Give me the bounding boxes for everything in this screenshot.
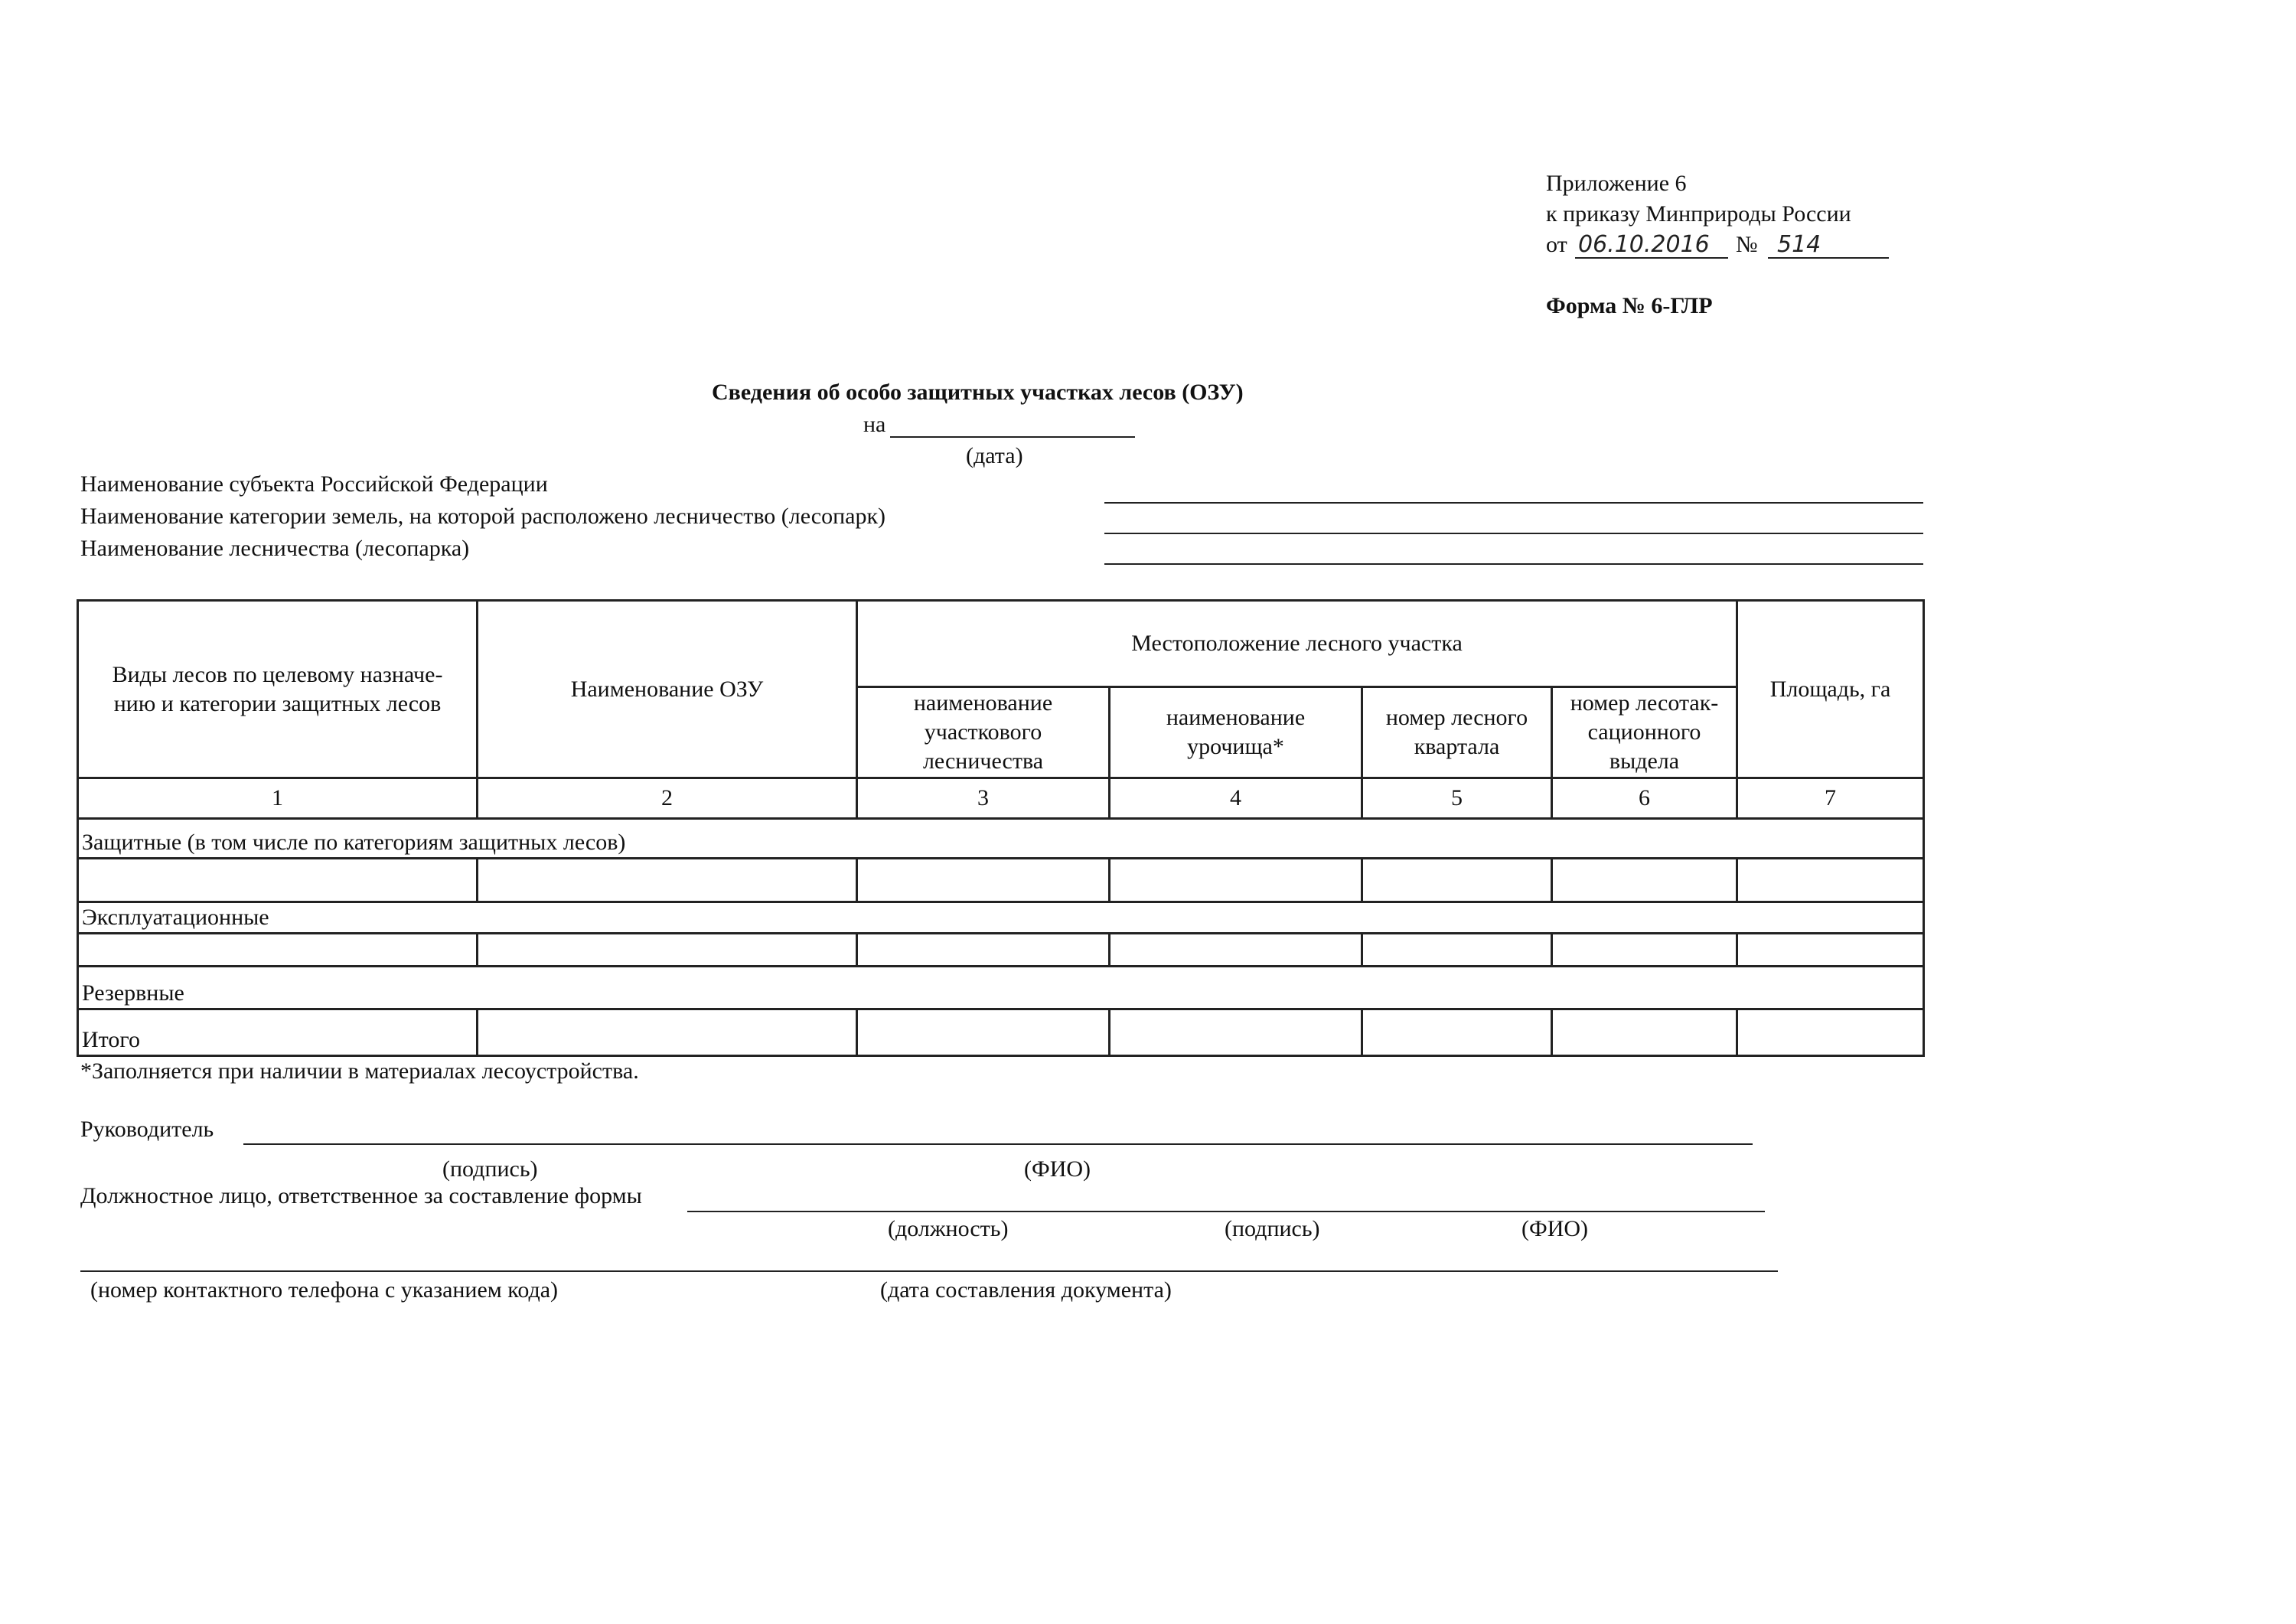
official-position-caption: (должность) — [888, 1216, 1009, 1241]
row-reserve: Резервные — [78, 966, 1924, 1009]
row-exploitation: Эксплуатационные — [78, 902, 1924, 933]
report-date-line — [890, 436, 1135, 438]
table-cell[interactable] — [78, 934, 478, 966]
col-header-forest-types: Виды лесов по целевому назначе- нию и категории защитных лесов — [78, 601, 478, 778]
official-label: Должностное лицо, ответственное за составление формы — [80, 1183, 642, 1208]
table-cell[interactable] — [78, 859, 478, 902]
column-number: 4 — [1110, 778, 1362, 819]
date-caption: (дата) — [966, 443, 1023, 468]
table-cell[interactable] — [1737, 859, 1924, 902]
table-cell[interactable] — [1110, 1009, 1362, 1056]
official-name-caption: (ФИО) — [1521, 1216, 1589, 1241]
table-cell[interactable] — [857, 1009, 1110, 1056]
order-prefix: от — [1546, 232, 1567, 257]
head-signature-line[interactable] — [243, 1143, 1753, 1145]
order-number-label: № — [1736, 232, 1758, 257]
column-number: 5 — [1362, 778, 1552, 819]
row-total-label: Итого — [78, 1009, 478, 1056]
field-forestry-label: Наименование лесничества (лесопарка) — [80, 536, 470, 561]
table-cell[interactable] — [1362, 859, 1552, 902]
table-cell[interactable] — [1552, 934, 1737, 966]
column-number: 2 — [478, 778, 857, 819]
table-row — [78, 859, 1924, 902]
table-cell[interactable] — [1110, 934, 1362, 966]
phone-date-line[interactable] — [80, 1270, 1778, 1272]
table-cell[interactable] — [478, 859, 857, 902]
field-subject-line[interactable] — [1104, 502, 1923, 504]
column-number: 6 — [1552, 778, 1737, 819]
table-row-total — [78, 1009, 1924, 1056]
table-cell[interactable] — [857, 859, 1110, 902]
ozu-table — [77, 599, 1925, 1057]
table-cell[interactable] — [1552, 859, 1737, 902]
table-cell[interactable] — [1737, 1009, 1924, 1056]
table-cell[interactable] — [857, 934, 1110, 966]
table-cell[interactable] — [1737, 934, 1924, 966]
col-header-subcompartment: номер лесотак- сационного выдела — [1552, 687, 1737, 778]
official-sign-caption: (подпись) — [1225, 1216, 1320, 1241]
order-date: 06.10.2016 — [1578, 231, 1710, 258]
table-row — [78, 934, 1924, 966]
table-cell[interactable] — [1362, 934, 1552, 966]
col-header-location-group: Местоположение лесного участка — [857, 601, 1737, 687]
row-protective: Защитные (в том числе по категориям защитных лесов) — [78, 818, 1924, 859]
table-cell[interactable] — [478, 934, 857, 966]
field-forestry-line[interactable] — [1104, 563, 1923, 565]
col-header-ozu-name: Наименование ОЗУ — [478, 601, 857, 778]
table-cell[interactable] — [478, 1009, 857, 1056]
official-signature-line[interactable] — [687, 1211, 1765, 1212]
column-number: 1 — [78, 778, 478, 819]
order-number: 514 — [1777, 231, 1821, 258]
doc-date-caption: (дата составления документа) — [880, 1277, 1172, 1303]
col-header-area: Площадь, га — [1737, 601, 1924, 778]
field-subject-label: Наименование субъекта Российской Федерации — [80, 471, 548, 497]
form-number: Форма № 6-ГЛР — [1546, 293, 1713, 318]
table-cell[interactable] — [1362, 1009, 1552, 1056]
head-label: Руководитель — [80, 1117, 214, 1142]
column-number: 3 — [857, 778, 1110, 819]
column-number-row — [78, 778, 1924, 819]
col-header-district-forestry: наименование участкового лесничества — [857, 687, 1110, 778]
appendix-order-ref: к приказу Минприроды России — [1546, 201, 1851, 227]
field-land-category-line[interactable] — [1104, 533, 1923, 534]
phone-caption: (номер контактного телефона с указанием кода) — [90, 1277, 559, 1303]
document-title: Сведения об особо защитных участках лесов (ОЗУ) — [712, 380, 1244, 405]
appendix-title: Приложение 6 — [1546, 171, 1687, 196]
head-name-caption: (ФИО) — [1024, 1156, 1091, 1182]
head-sign-caption: (подпись) — [442, 1156, 538, 1182]
col-header-tract-name: наименование урочища* — [1110, 687, 1362, 778]
col-header-block-number: номер лесного квартала — [1362, 687, 1552, 778]
table-cell[interactable] — [1110, 859, 1362, 902]
date-prefix: на — [863, 412, 886, 437]
field-land-category-label: Наименование категории земель, на которой расположено лесничество (лесопарк) — [80, 504, 886, 529]
footnote: *Заполняется при наличии в материалах лесоустройства. — [80, 1058, 639, 1084]
table-cell[interactable] — [1552, 1009, 1737, 1056]
column-number: 7 — [1737, 778, 1924, 819]
